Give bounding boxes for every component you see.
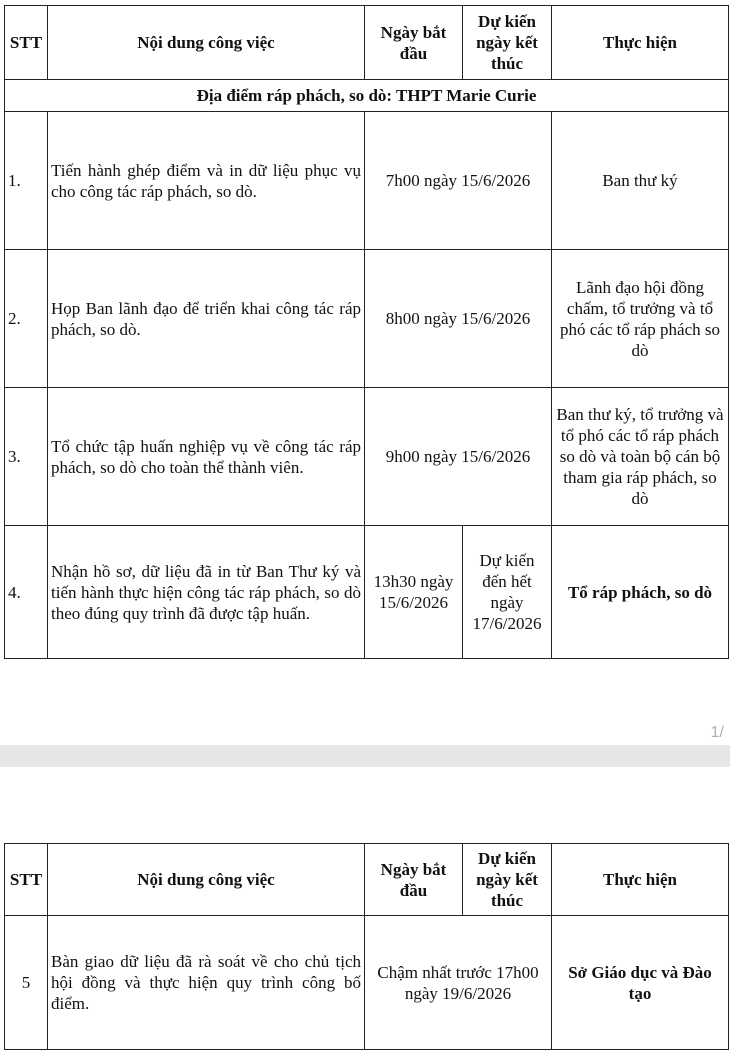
row-time: 9h00 ngày 15/6/2026 [365, 388, 552, 526]
header-start-date: Ngày bắt đầu [365, 6, 463, 80]
page-break-separator [0, 745, 730, 767]
header-content: Nội dung công việc [48, 844, 365, 916]
location-row [5, 80, 729, 112]
row-stt: 1. [5, 112, 48, 250]
header-end-date: Dự kiến ngày kết thúc [463, 6, 552, 80]
page-number: 1/ [710, 724, 724, 741]
row-stt: 3. [5, 388, 48, 526]
header-start-date: Ngày bắt đầu [365, 844, 463, 916]
row-start-date: 13h30 ngày 15/6/2026 [365, 526, 463, 659]
row-executor: Sở Giáo dục và Đào tạo [552, 916, 729, 1050]
table-row [5, 112, 729, 250]
header-executor: Thực hiện [552, 6, 729, 80]
schedule-table-page-1 [4, 5, 729, 659]
row-content: Tiến hành ghép điểm và in dữ liệu phục vụ cho công tác ráp phách, so dò. [48, 112, 365, 250]
header-stt: STT [5, 6, 48, 80]
header-stt: STT [5, 844, 48, 916]
header-executor: Thực hiện [552, 844, 729, 916]
header-content: Nội dung công việc [48, 6, 365, 80]
row-stt: 5 [5, 916, 48, 1050]
header-row [5, 844, 729, 916]
row-content: Tổ chức tập huấn nghiệp vụ về công tác ráp phách, so dò cho toàn thể thành viên. [48, 388, 365, 526]
row-content: Bàn giao dữ liệu đã rà soát về cho chủ tịch hội đồng và thực hiện quy trình công bố điểm. [48, 916, 365, 1050]
schedule-table-page-2 [4, 843, 729, 1050]
row-stt: 2. [5, 250, 48, 388]
row-time: 8h00 ngày 15/6/2026 [365, 250, 552, 388]
header-row [5, 6, 729, 80]
table-row [5, 526, 729, 659]
row-time: Chậm nhất trước 17h00 ngày 19/6/2026 [365, 916, 552, 1050]
row-stt: 4. [5, 526, 48, 659]
row-executor: Lãnh đạo hội đồng chấm, tổ trưởng và tổ phó các tổ ráp phách so dò [552, 250, 729, 388]
row-executor: Ban thư ký, tổ trưởng và tổ phó các tổ ráp phách so dò và toàn bộ cán bộ tham gia ráp phách, so dò [552, 388, 729, 526]
header-end-date: Dự kiến ngày kết thúc [463, 844, 552, 916]
table-row [5, 388, 729, 526]
row-executor: Tổ ráp phách, so dò [552, 526, 729, 659]
row-content: Nhận hồ sơ, dữ liệu đã in từ Ban Thư ký và tiến hành thực hiện công tác ráp phách, so dò theo đúng quy trình đã được tập huấn. [48, 526, 365, 659]
location-heading: Địa điểm ráp phách, so dò: THPT Marie Curie [5, 80, 729, 112]
table-row [5, 250, 729, 388]
row-end-date: Dự kiến đến hết ngày 17/6/2026 [463, 526, 552, 659]
row-time: 7h00 ngày 15/6/2026 [365, 112, 552, 250]
table-row [5, 916, 729, 1050]
row-executor: Ban thư ký [552, 112, 729, 250]
row-content: Họp Ban lãnh đạo để triển khai công tác ráp phách, so dò. [48, 250, 365, 388]
